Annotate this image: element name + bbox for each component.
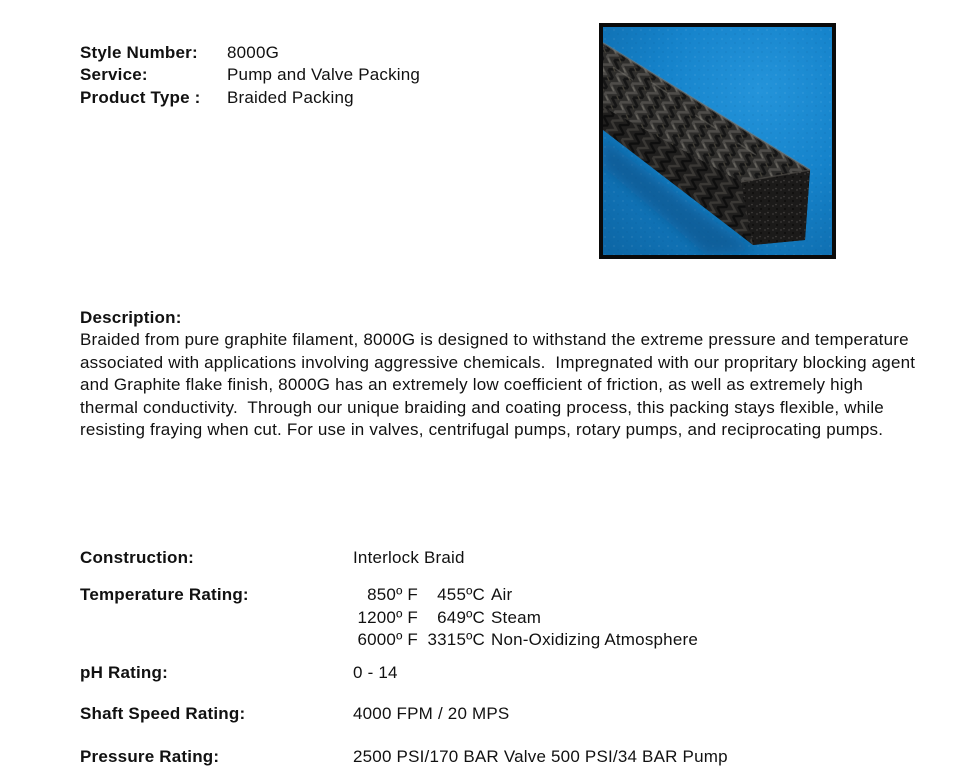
construction-value: Interlock Braid xyxy=(353,548,465,567)
specs-section xyxy=(80,547,960,769)
service-label: Service: xyxy=(80,65,148,85)
temp-medium: Air xyxy=(491,585,513,605)
product-photo xyxy=(603,27,832,255)
temperature-rating-label: Temperature Rating: xyxy=(80,585,249,605)
temperature-line-steam xyxy=(353,607,698,629)
temperature-rating-values xyxy=(353,584,698,651)
temp-celsius: 649ºC xyxy=(437,607,485,627)
style-number-row xyxy=(80,42,420,64)
spec-row-temperature-rating xyxy=(80,584,960,651)
shaft-speed-rating-value: 4000 FPM / 20 MPS xyxy=(353,704,510,724)
product-type-label: Product Type : xyxy=(80,87,201,107)
product-header-block xyxy=(80,42,420,109)
style-number-label: Style Number: xyxy=(80,43,198,62)
description-section xyxy=(80,307,921,441)
temp-celsius: 3315ºC xyxy=(427,630,485,650)
temperature-line-air xyxy=(353,584,698,606)
rope-end-face xyxy=(741,170,810,245)
shaft-speed-rating-label: Shaft Speed Rating: xyxy=(80,704,246,724)
spec-row-ph-rating xyxy=(80,662,960,684)
pressure-rating-label: Pressure Rating: xyxy=(80,747,220,767)
construction-label: Construction: xyxy=(80,548,195,567)
temp-medium: Non-Oxidizing Atmosphere xyxy=(491,630,699,650)
temp-celsius: 455ºC xyxy=(437,585,485,605)
temp-fahrenheit: 850º F xyxy=(367,585,418,605)
spec-row-construction xyxy=(80,547,960,569)
product-type-row xyxy=(80,87,420,109)
ph-rating-label: pH Rating: xyxy=(80,662,168,682)
description-heading: Description: xyxy=(80,308,182,327)
ph-rating-value: 0 - 14 xyxy=(353,662,398,682)
service-row xyxy=(80,64,420,86)
spec-row-pressure-rating xyxy=(80,746,960,768)
temp-medium: Steam xyxy=(491,607,542,627)
temp-fahrenheit: 6000º F xyxy=(357,630,418,650)
photo-frame xyxy=(599,23,836,259)
product-type-value: Braided Packing xyxy=(227,87,354,107)
temperature-line-non-oxidizing xyxy=(353,629,698,651)
pressure-rating-value: 2500 PSI/170 BAR Valve 500 PSI/34 BAR Pump xyxy=(353,747,728,767)
service-value: Pump and Valve Packing xyxy=(227,65,421,85)
style-number-value: 8000G xyxy=(227,43,280,62)
spec-row-shaft-speed-rating xyxy=(80,703,960,725)
temp-fahrenheit: 1200º F xyxy=(357,607,418,627)
description-body: Braided from pure graphite filament, 8000G is designed to withstand the extreme pressure and temperature associated with applications involving aggressive chemicals. Impregnated with our propritary blocking agent and Graphite flake finish, 8000G has an extremely low coefficient of friction, as well as extremely high thermal conductivity. Through our unique braiding and coating process, this packing stays flexible, while resisting fraying when cut. For use in valves, centrifugal pumps, rotary pumps, and reciprocating pumps. xyxy=(80,330,921,440)
